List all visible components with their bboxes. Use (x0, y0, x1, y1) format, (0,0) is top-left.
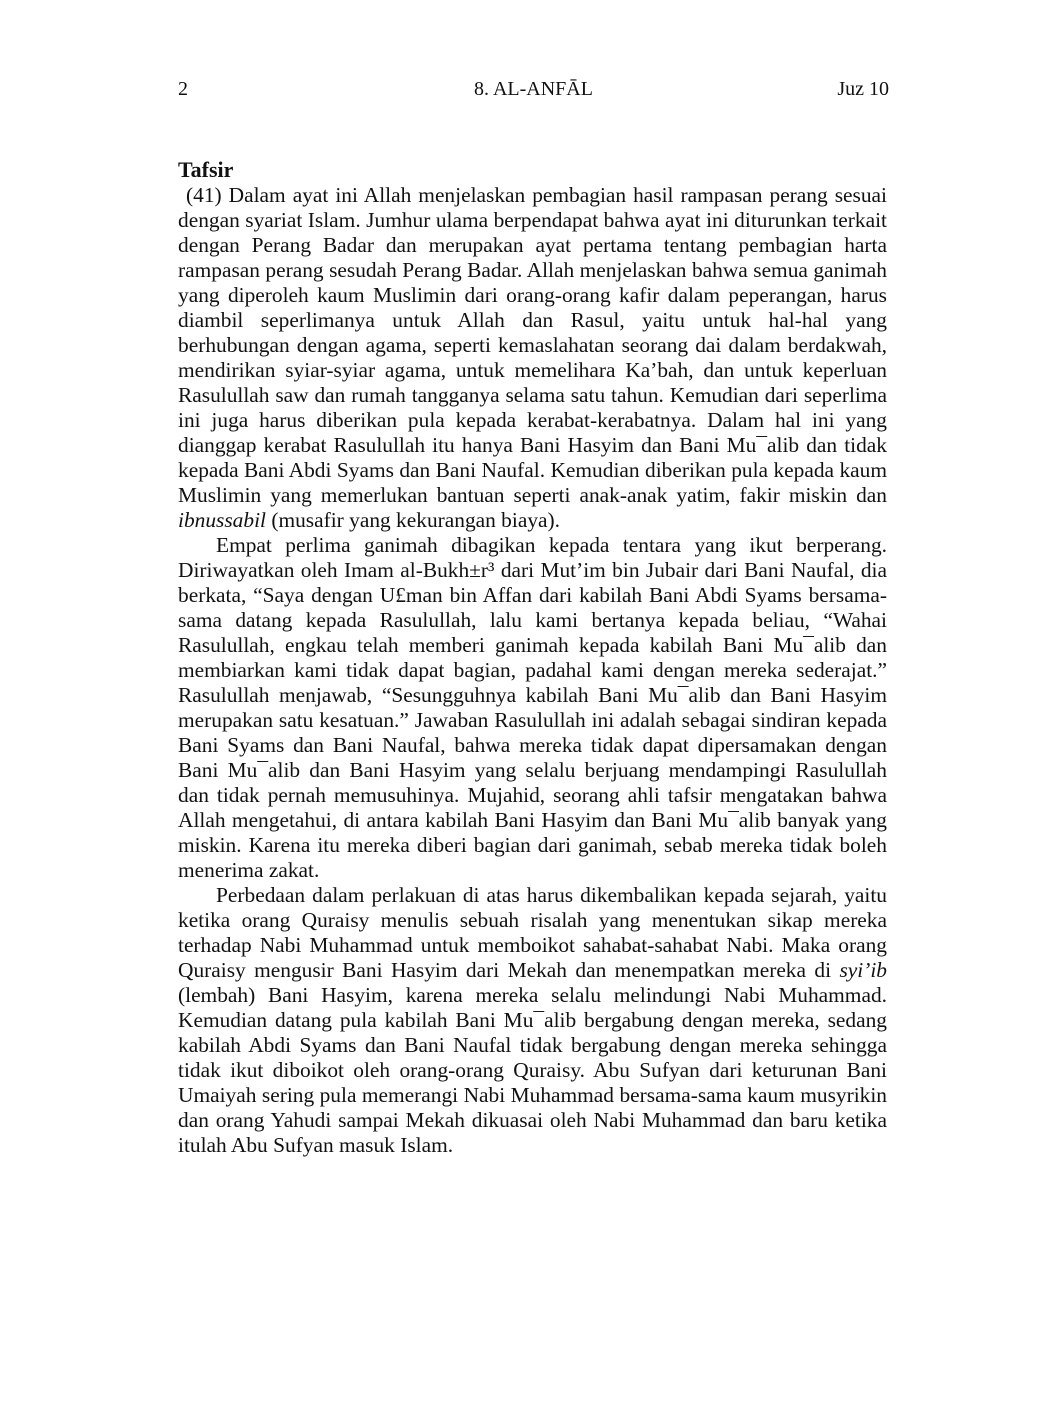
paragraph-1 (178, 183, 887, 533)
paragraph-2: Empat perlima ganimah dibagikan kepada tentara yang ikut berperang. Diriwayatkan oleh Imam al-Bukh±r³ dari Mut’im bin Jubair dari Bani Naufal, dia berkata, “Saya dengan U£man bin Affan dari kabilah Bani Abdi Syams bersama-sama datang kepada Rasulullah, lalu kami bertanya kepada beliau, “Wahai Rasulullah, engkau telah memberi ganimah kepada kabilah Bani Mu¯alib dan membiarkan kami tidak dapat bagian, padahal kami dengan mereka sederajat.” Rasulullah menjawab, “Sesungguhnya kabilah Bani Mu¯alib dan Bani Hasyim merupakan satu kesatuan.” Jawaban Rasulullah ini adalah sebagai sindiran kepada Bani Syams dan Bani Naufal, bahwa mereka tidak dapat dipersamakan dengan Bani Mu¯alib dan Bani Hasyim yang selalu berjuang mendampingi Rasulullah dan tidak pernah memusuhinya. Mujahid, seorang ahli tafsir mengatakan bahwa Allah mengetahui, di antara kabilah Bani Hasyim dan Bani Mu¯alib banyak yang miskin. Karena itu mereka diberi bagian dari ganimah, sebab mereka tidak boleh menerima zakat. (178, 533, 887, 882)
page-body (178, 157, 887, 1158)
page-header (178, 74, 889, 104)
paragraph-3 (178, 883, 887, 1158)
chapter-title: 8. AL-ANFĀL (474, 78, 593, 100)
section-heading: Tafsir (178, 157, 234, 182)
paragraph-3-tail: (lembah) Bani Hasyim, karena mereka selalu melindungi Nabi Muhammad. Kemudian datang pula kabilah Bani Mu¯alib bergabung dengan mereka, sedang kabilah Abdi Syams dan Bani Naufal tidak bergabung dengan mereka sehingga tidak ikut diboikot oleh orang-orang Quraisy. Abu Sufyan dari keturunan Bani Umaiyah sering pula memerangi Nabi Muhammad bersama-sama kaum musyrikin dan orang Yahudi sampai Mekah dikuasai oleh Nabi Muhammad dan baru ketika itulah Abu Sufyan masuk Islam. (178, 983, 887, 1157)
paragraph-3-text: Perbedaan dalam perlakuan di atas harus dikembalikan kepada sejarah, yaitu ketika orang Quraisy menulis sebuah risalah yang menentukan sikap mereka terhadap Nabi Muhammad untuk memboikot sahabat-sahabat Nabi. Maka orang Quraisy mengusir Bani Hasyim dari Mekah dan menempatkan mereka di (178, 883, 887, 982)
juz-label: Juz 10 (837, 78, 889, 100)
page-number: 2 (178, 78, 188, 100)
paragraph-1-tail: (musafir yang kekurangan biaya). (265, 508, 560, 532)
paragraph-1-italic-term: ibnussabil (178, 508, 266, 532)
paragraph-1-text: (41) Dalam ayat ini Allah menjelaskan pembagian hasil rampasan perang sesuai dengan syariat Islam. Jumhur ulama berpendapat bahwa ayat ini diturunkan terkait dengan Perang Badar dan merupakan ayat pertama tentang pembagian harta rampasan perang sesudah Perang Badar. Allah menjelaskan bahwa semua ganimah yang diperoleh kaum Muslimin dari orang-orang kafir dalam peperangan, harus diambil seperlimanya untuk Allah dan Rasul, yaitu untuk hal-hal yang berhubungan dengan agama, seperti kemaslahatan seorang dai dalam berdakwah, mendirikan syiar-syiar agama, untuk memelihara Ka’bah, dan untuk keperluan Rasulullah saw dan rumah tangganya selama satu tahun. Kemudian dari seperlima ini juga harus diberikan pula kepada kerabat-kerabatnya. Dalam hal ini yang dianggap kerabat Rasulullah itu hanya Bani Hasyim dan Bani Mu¯alib dan tidak kepada Bani Abdi Syams dan Bani Naufal. Kemudian diberikan pula kepada kaum Muslimin yang memerlukan bantuan seperti anak-anak yatim, fakir miskin dan (178, 183, 887, 507)
paragraph-3-italic-term: syi’ib (839, 958, 887, 982)
